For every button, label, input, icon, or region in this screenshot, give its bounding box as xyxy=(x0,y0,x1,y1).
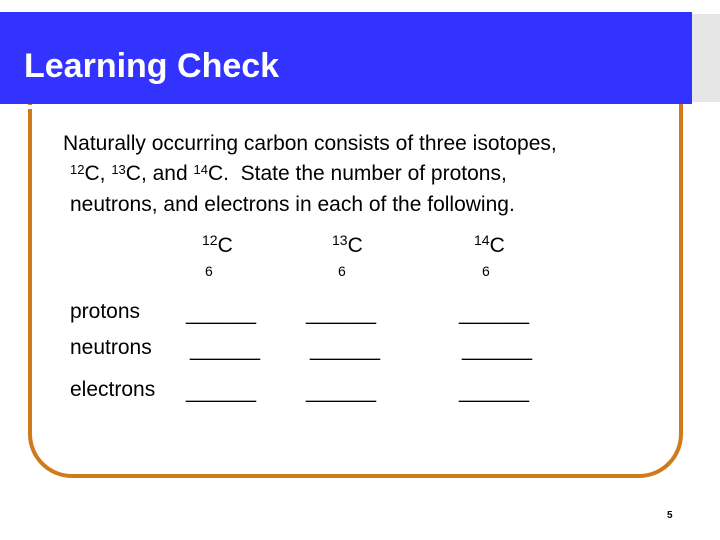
isotope-14-symbol: C xyxy=(207,162,224,185)
column-12-symbol: C xyxy=(217,234,233,257)
column-header-carbon-12 xyxy=(202,232,233,258)
column-13-symbol: C xyxy=(347,234,363,257)
row-label-neutrons: neutrons xyxy=(70,336,152,359)
blank-neutrons-12: ______ xyxy=(190,338,261,361)
column-12-mass: 12 xyxy=(202,232,218,248)
content-frame xyxy=(28,60,683,478)
isotope-13-sep: , and xyxy=(140,162,194,185)
column-header-carbon-13 xyxy=(332,232,363,258)
title-bar-shadow xyxy=(692,14,720,102)
column-14-atomic-number: 6 xyxy=(482,263,490,279)
column-13-atomic-number: 6 xyxy=(338,263,346,279)
title-bar xyxy=(0,12,692,104)
isotope-14-mass: 14 xyxy=(193,162,208,177)
isotope-12-mass: 12 xyxy=(70,162,85,177)
column-13-mass: 13 xyxy=(332,232,348,248)
isotope-14-sep: . State the number of protons, xyxy=(223,162,507,185)
page-number: 5 xyxy=(667,510,673,521)
blank-neutrons-14: ______ xyxy=(462,338,533,361)
blank-protons-13: ______ xyxy=(306,302,377,325)
column-14-mass: 14 xyxy=(474,232,490,248)
row-label-protons: protons xyxy=(70,300,141,323)
isotope-13-mass: 13 xyxy=(111,162,126,177)
row-label-electrons: electrons xyxy=(70,378,156,401)
isotope-12-sep: , xyxy=(99,162,112,185)
blank-electrons-12: ______ xyxy=(186,380,257,403)
column-12-atomic-number: 6 xyxy=(205,263,213,279)
intro-line-1: Naturally occurring carbon consists of three isotopes, xyxy=(63,132,557,155)
intro-line-3: neutrons, and electrons in each of the following. xyxy=(70,193,515,216)
blank-electrons-13: ______ xyxy=(306,380,377,403)
column-14-symbol: C xyxy=(489,234,505,257)
isotope-12-symbol: C xyxy=(84,162,100,185)
blank-protons-14: ______ xyxy=(459,302,530,325)
slide-title: Learning Check xyxy=(24,47,280,85)
isotope-13-symbol: C xyxy=(125,162,141,185)
title-underline xyxy=(8,105,636,109)
column-header-carbon-14 xyxy=(474,232,505,258)
intro-line-2 xyxy=(70,162,507,186)
blank-electrons-14: ______ xyxy=(459,380,530,403)
blank-protons-12: ______ xyxy=(186,302,257,325)
blank-neutrons-13: ______ xyxy=(310,338,381,361)
